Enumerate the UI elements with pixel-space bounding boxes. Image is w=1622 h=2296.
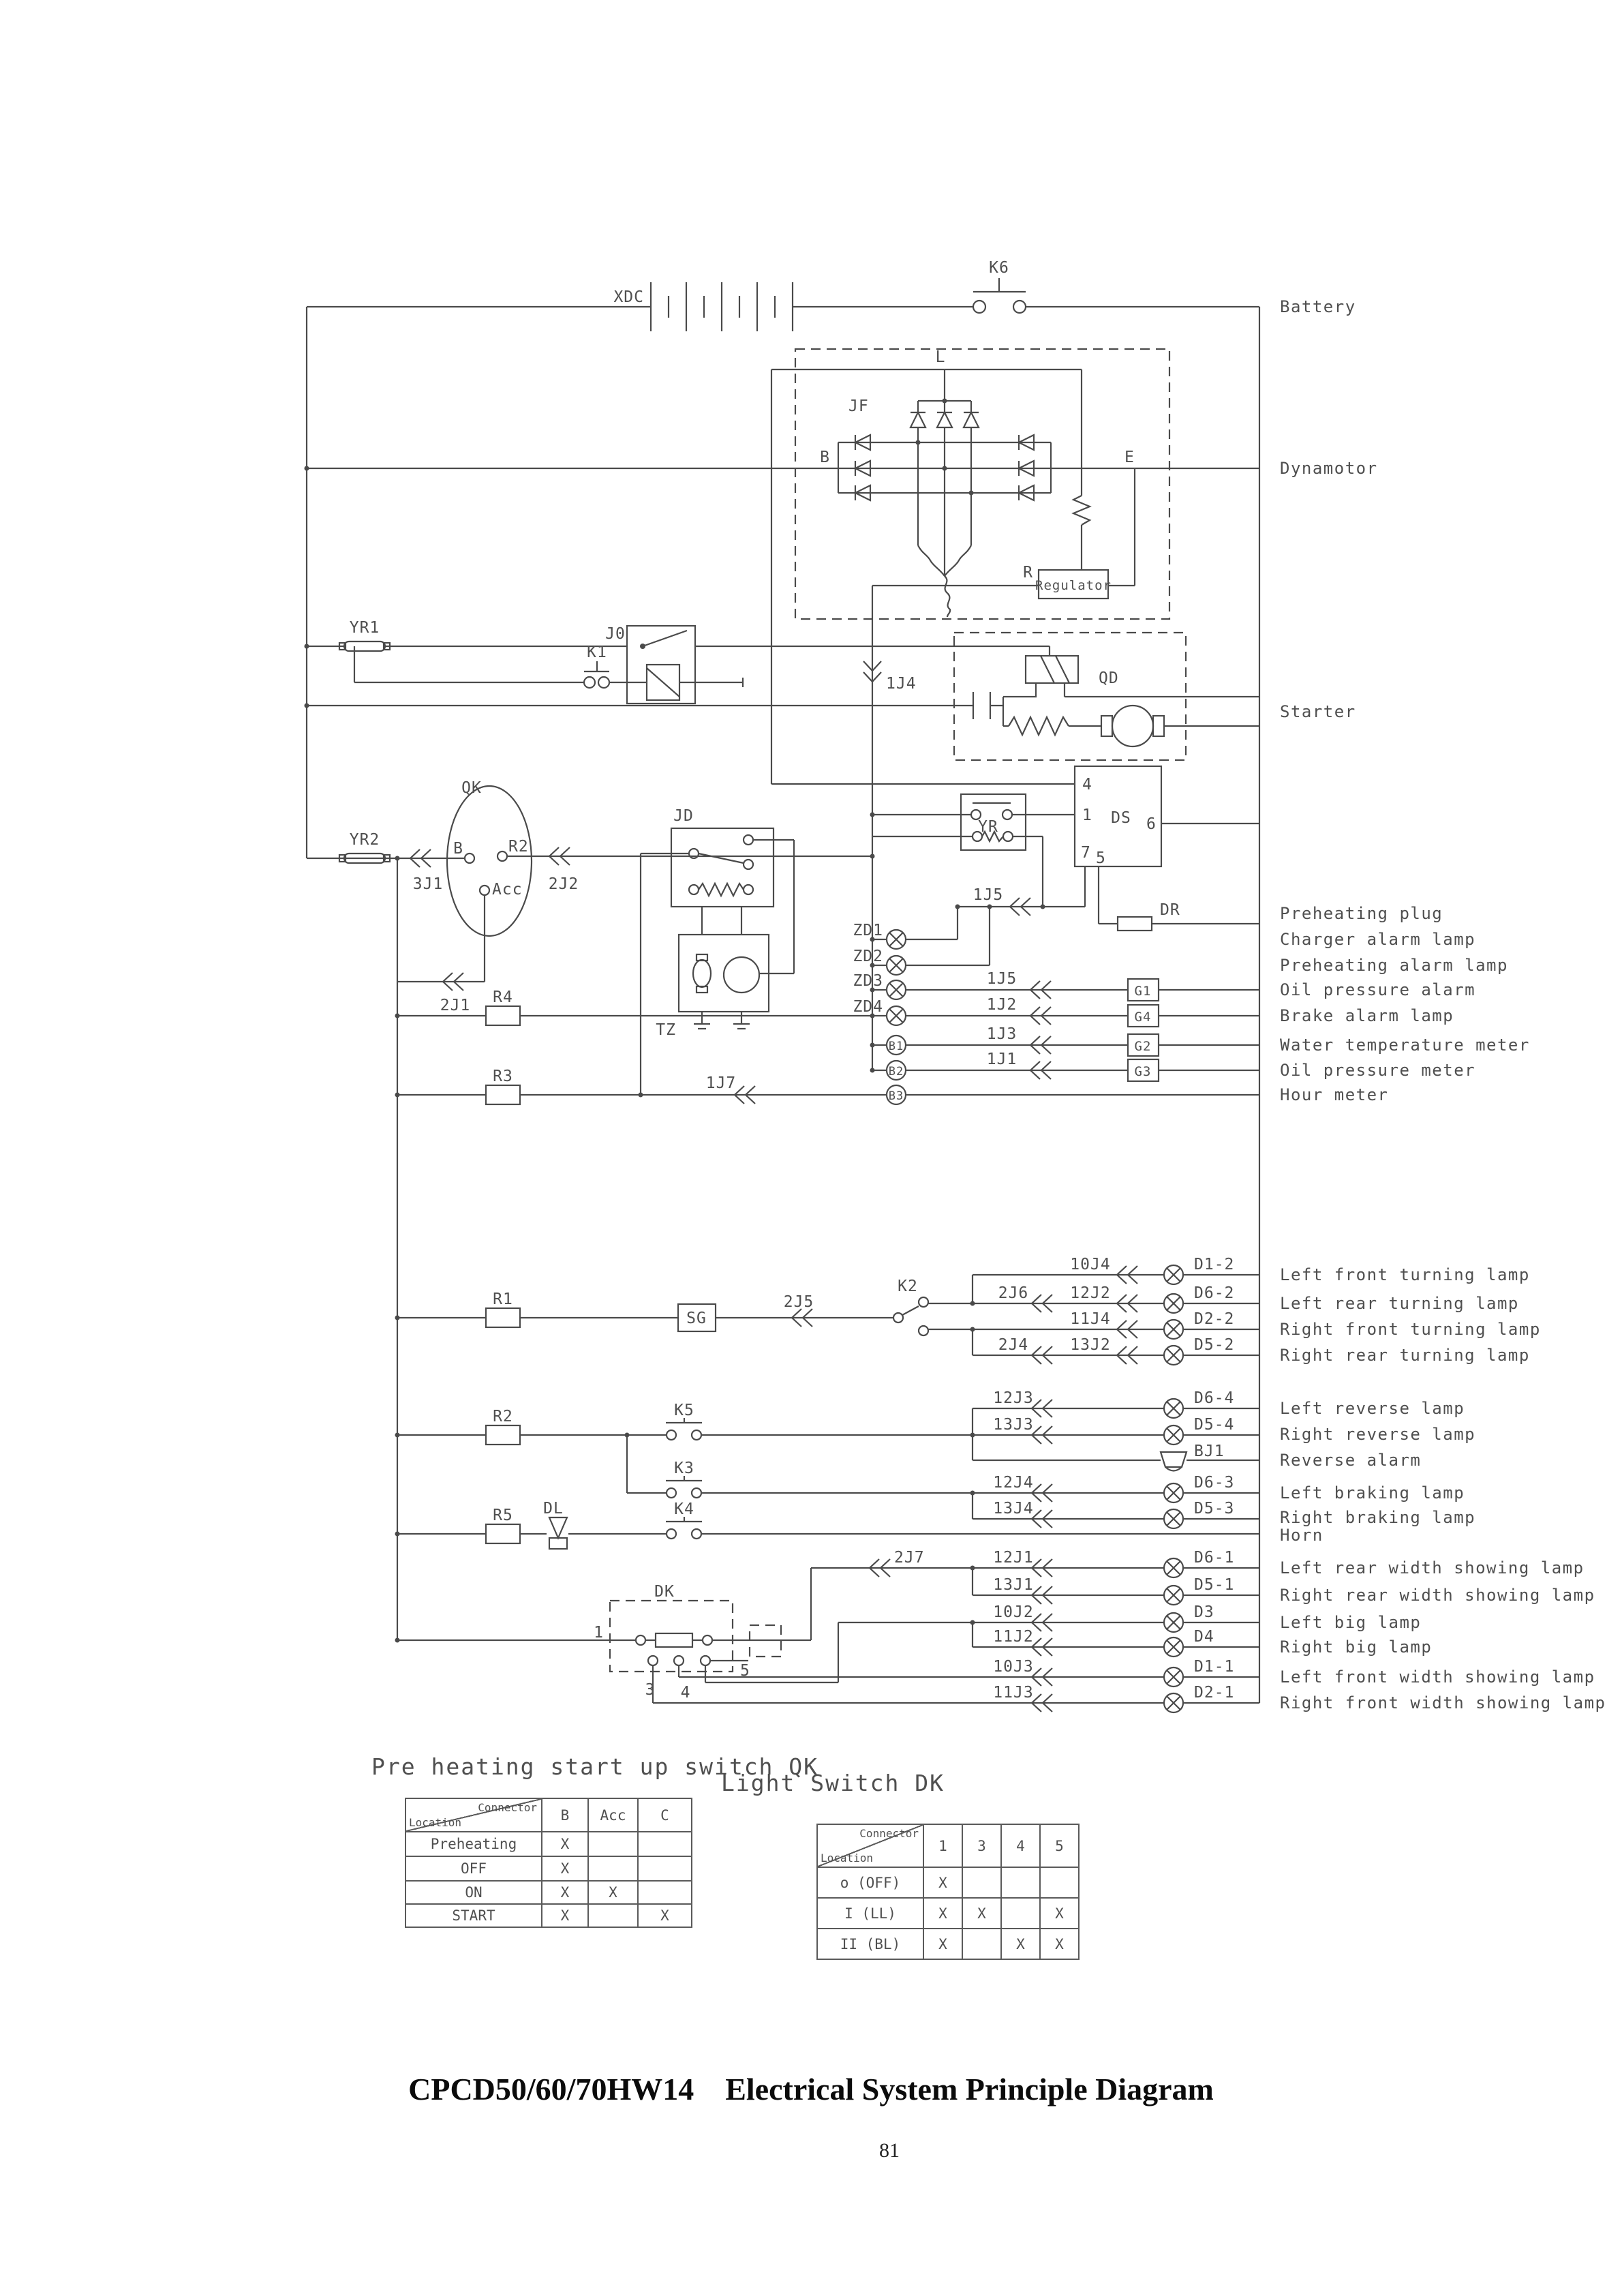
label-tz: TZ [656, 1021, 676, 1039]
label-12j2: 12J2 [1070, 1284, 1111, 1302]
label-d5-4: D5-4 [1194, 1416, 1235, 1434]
annotation-left-braking-lamp: Left braking lamp [1280, 1483, 1465, 1502]
corner-location: Location [821, 1852, 874, 1864]
table-row [817, 1898, 1079, 1929]
label-zd3: ZD3 [853, 972, 883, 990]
label-g1: G1 [1134, 984, 1152, 999]
label-1j3: 1J3 [986, 1025, 1017, 1043]
label-ds: DS [1111, 809, 1131, 827]
mark-cell: X [542, 1904, 588, 1927]
connector-2j7 [870, 1549, 925, 1577]
label-k3: K3 [674, 1460, 694, 1477]
label-r2-resistor: R2 [493, 1408, 513, 1425]
table-row [406, 1881, 692, 1904]
ds-pin-5: 5 [1096, 849, 1106, 867]
label-13j1: 13J1 [993, 1576, 1034, 1594]
k4-switch [666, 1500, 702, 1539]
annotation-right-front-width-showing-lamp: Right front width showing lamp [1280, 1693, 1606, 1712]
annotation-horn: Horn [1280, 1526, 1323, 1545]
label-dk: DK [654, 1583, 675, 1601]
corner-location: Location [409, 1816, 462, 1829]
annotation-right-rear-width-showing-lamp: Right rear width showing lamp [1280, 1586, 1595, 1605]
k1-switch [584, 644, 609, 688]
dk-pin-4: 4 [680, 1684, 691, 1702]
annotation-starter: Starter [1280, 702, 1356, 721]
mark-cell [638, 1856, 692, 1881]
annotation-left-rear-width-showing-lamp: Left rear width showing lamp [1280, 1558, 1585, 1577]
jf-diodes [911, 412, 979, 427]
annotation-right-reverse-lamp: Right reverse lamp [1280, 1425, 1476, 1444]
annotation-left-reverse-lamp: Left reverse lamp [1280, 1399, 1465, 1418]
annotation-right-rear-turning-lamp: Right rear turning lamp [1280, 1346, 1530, 1365]
label-2j5: 2J5 [783, 1293, 814, 1311]
label-d1-2: D1-2 [1194, 1256, 1235, 1273]
label-qk-r2: R2 [508, 838, 529, 856]
gauges [1128, 979, 1159, 1081]
table-row [406, 1856, 692, 1881]
label-3j1: 3J1 [412, 875, 444, 893]
k2-switch [893, 1278, 928, 1335]
connector-1j7 [706, 1074, 755, 1104]
label-l: L [935, 348, 946, 366]
table-row [817, 1929, 1079, 1959]
label-xdc: XDC [613, 288, 644, 306]
label-2j2: 2J2 [548, 875, 579, 893]
label-r-regulator: R [1023, 564, 1033, 581]
mark-cell [1001, 1898, 1040, 1929]
label-b1: B1 [888, 1040, 904, 1053]
mark-cell: X [638, 1904, 692, 1927]
label-qk-b: B [453, 840, 463, 858]
label-13j3: 13J3 [993, 1416, 1034, 1434]
mark-cell: X [962, 1898, 1001, 1929]
label-d2-1: D2-1 [1194, 1684, 1235, 1702]
label-regulator: Regulator [1035, 578, 1112, 593]
meter-row-connectors [987, 970, 1051, 1079]
label-2j7: 2J7 [894, 1549, 925, 1567]
label-d5-2: D5-2 [1194, 1336, 1235, 1354]
label-13j2: 13J2 [1070, 1336, 1111, 1354]
mark-cell: X [923, 1867, 962, 1898]
reverse-brake-rows [993, 1389, 1234, 1528]
resistors [486, 988, 520, 1543]
table-row [406, 1904, 692, 1927]
annotation-oil-pressure-alarm: Oil pressure alarm [1280, 980, 1476, 999]
label-1j1: 1J1 [986, 1051, 1017, 1068]
table-header-row [406, 1798, 692, 1832]
label-10j4: 10J4 [1070, 1256, 1111, 1273]
row-label: OFF [406, 1856, 542, 1881]
dl-horn [543, 1500, 567, 1549]
label-12j1: 12J1 [993, 1549, 1034, 1567]
bj1-reverse-alarm [1161, 1442, 1225, 1471]
dk-switch-table [816, 1824, 1080, 1960]
mark-cell: X [588, 1881, 638, 1904]
mark-cell [1001, 1867, 1040, 1898]
label-b-dynamotor: B [820, 449, 830, 466]
label-zd4: ZD4 [853, 998, 883, 1016]
tz-unit [656, 935, 769, 1039]
regulator-box [1023, 564, 1112, 599]
label-k4: K4 [674, 1500, 694, 1518]
table-header-row [817, 1824, 1079, 1867]
solenoid-contact [973, 692, 990, 719]
connector-2j5 [784, 1293, 814, 1327]
annotation-hour-meter: Hour meter [1280, 1085, 1389, 1104]
dk-pin-1: 1 [594, 1624, 604, 1642]
turning-lamp-rows [998, 1256, 1235, 1365]
label-d2-2: D2-2 [1194, 1310, 1235, 1328]
mark-cell [588, 1904, 638, 1927]
annotation-oil-pressure-meter: Oil pressure meter [1280, 1061, 1476, 1080]
label-dr: DR [1160, 901, 1180, 919]
label-d6-1: D6-1 [1194, 1549, 1235, 1567]
row-label: START [406, 1904, 542, 1927]
row-label: II (BL) [817, 1929, 923, 1959]
connector-2j1 [440, 973, 471, 1014]
connector-1j4 [863, 661, 917, 693]
table-row [817, 1867, 1079, 1898]
corner-connector: Connector [478, 1801, 537, 1814]
starter-resistor [1009, 717, 1069, 735]
label-r4: R4 [493, 988, 513, 1006]
label-d3: D3 [1194, 1603, 1214, 1621]
annotation-right-big-lamp: Right big lamp [1280, 1637, 1433, 1657]
k6-switch [973, 259, 1026, 313]
label-d6-4: D6-4 [1194, 1389, 1235, 1407]
annotation-reverse-alarm: Reverse alarm [1280, 1451, 1422, 1470]
corner-cell [406, 1798, 542, 1832]
sg-flasher [678, 1304, 716, 1331]
annotation-battery: Battery [1280, 297, 1356, 316]
row-label: Preheating [406, 1832, 542, 1856]
label-yr2: YR2 [349, 831, 380, 849]
mark-cell [962, 1929, 1001, 1959]
label-11j2: 11J2 [993, 1628, 1034, 1646]
width-lamp-rows [993, 1549, 1234, 1712]
corner-cell [817, 1824, 923, 1867]
label-zd2: ZD2 [853, 948, 883, 965]
label-d5-3: D5-3 [1194, 1500, 1235, 1517]
label-j0: J0 [605, 625, 626, 643]
dk-col-4: 4 [1001, 1824, 1040, 1867]
dk-pin-5: 5 [740, 1662, 750, 1680]
solenoid [1026, 656, 1078, 683]
label-r3: R3 [493, 1068, 513, 1085]
mark-cell: X [923, 1898, 962, 1929]
label-g2: G2 [1134, 1039, 1152, 1054]
label-2j1: 2J1 [440, 997, 471, 1014]
label-r5: R5 [493, 1507, 513, 1524]
ds-pin-7: 7 [1081, 844, 1091, 862]
row-label: o (OFF) [817, 1867, 923, 1898]
connector-2j2 [549, 847, 579, 893]
dk-col-5: 5 [1040, 1824, 1079, 1867]
label-jd: JD [673, 807, 694, 825]
mark-cell: X [542, 1881, 588, 1904]
label-d1-1: D1-1 [1194, 1658, 1235, 1676]
label-b3: B3 [888, 1089, 904, 1103]
mark-cell [1040, 1867, 1079, 1898]
label-r1: R1 [493, 1290, 513, 1308]
label-qd: QD [1099, 669, 1119, 687]
yr-relay [961, 794, 1026, 850]
label-k2: K2 [898, 1278, 918, 1295]
annotation-brake-alarm-lamp: Brake alarm lamp [1280, 1006, 1454, 1025]
label-e-dynamotor: E [1124, 449, 1135, 466]
k3-switch [666, 1460, 702, 1498]
indicator-lamps [853, 922, 906, 1104]
mark-cell: X [1001, 1929, 1040, 1959]
label-11j4: 11J4 [1070, 1310, 1111, 1328]
qk-col-b: B [542, 1798, 588, 1832]
annotation-dynamotor: Dynamotor [1280, 459, 1378, 478]
mark-cell [962, 1867, 1001, 1898]
label-12j4: 12J4 [993, 1474, 1034, 1492]
qk-col-c: C [638, 1798, 692, 1832]
label-qk: QK [461, 779, 482, 797]
k5-switch [666, 1402, 702, 1440]
label-yr: YR [978, 818, 998, 836]
annotation-left-rear-turning-lamp: Left rear turning lamp [1280, 1294, 1519, 1313]
label-1j5-preheat: 1J5 [973, 886, 1004, 904]
mark-cell [638, 1832, 692, 1856]
label-d4: D4 [1194, 1628, 1214, 1646]
label-b2: B2 [888, 1065, 904, 1078]
mark-cell: X [1040, 1929, 1079, 1959]
mark-cell: X [923, 1929, 962, 1959]
label-1j5-row: 1J5 [986, 970, 1017, 988]
connector-3j1 [410, 849, 443, 893]
ds-pin-4: 4 [1082, 776, 1092, 794]
label-k1: K1 [587, 644, 607, 661]
mark-cell [638, 1881, 692, 1904]
ds-pin-6: 6 [1146, 815, 1157, 833]
label-dl: DL [543, 1500, 564, 1517]
ds-controller [1075, 766, 1161, 867]
mark-cell: X [542, 1856, 588, 1881]
row-label: I (LL) [817, 1898, 923, 1929]
label-yr1: YR1 [349, 619, 380, 637]
label-1j4: 1J4 [886, 675, 917, 693]
mark-cell [588, 1856, 638, 1881]
qk-table-title: Pre heating start up switch QK [371, 1753, 819, 1780]
label-sg: SG [686, 1310, 707, 1327]
yr1-fuse [339, 619, 390, 651]
label-1j2: 1J2 [986, 996, 1017, 1014]
label-d5-1: D5-1 [1194, 1576, 1235, 1594]
label-bj1: BJ1 [1194, 1442, 1225, 1460]
dk-col-1: 1 [923, 1824, 962, 1867]
label-2j6: 2J6 [998, 1284, 1029, 1302]
label-1j7: 1J7 [705, 1074, 737, 1092]
ds-pin-1: 1 [1082, 806, 1092, 824]
annotation-left-front-width-showing-lamp: Left front width showing lamp [1280, 1667, 1595, 1687]
label-jf: JF [848, 397, 869, 415]
label-d6-3: D6-3 [1194, 1474, 1235, 1492]
page-number: 81 [879, 2139, 900, 2162]
label-2j4: 2J4 [998, 1336, 1029, 1354]
annotation-charger-alarm-lamp: Charger alarm lamp [1280, 930, 1476, 949]
table-row [406, 1832, 692, 1856]
label-d6-2: D6-2 [1194, 1284, 1235, 1302]
qk-col-acc: Acc [588, 1798, 638, 1832]
connector-1j5-preheat [973, 886, 1030, 916]
mark-cell: X [542, 1832, 588, 1856]
label-qk-acc: Acc [492, 881, 523, 898]
right-annotations [1280, 297, 1606, 1712]
qk-switch-table [405, 1798, 692, 1928]
corner-connector: Connector [859, 1827, 919, 1840]
row-label: ON [406, 1881, 542, 1904]
annotation-right-braking-lamp: Right braking lamp [1280, 1508, 1476, 1527]
label-10j3: 10J3 [993, 1658, 1034, 1676]
label-g3: G3 [1134, 1064, 1152, 1079]
label-g4: G4 [1134, 1010, 1152, 1025]
label-12j3: 12J3 [993, 1389, 1034, 1407]
dk-light-switch [594, 1583, 781, 1702]
label-11j3: 11J3 [993, 1684, 1034, 1702]
starter-motor [1101, 706, 1164, 746]
annotation-preheating-plug: Preheating plug [1280, 904, 1443, 923]
dk-table-title: Light Switch DK [721, 1770, 945, 1796]
field-resistor [1073, 496, 1090, 525]
label-13j4: 13J4 [993, 1500, 1034, 1517]
annotation-right-front-turning-lamp: Right front turning lamp [1280, 1320, 1541, 1339]
label-10j2: 10J2 [993, 1603, 1034, 1621]
annotation-left-big-lamp: Left big lamp [1280, 1613, 1422, 1632]
annotation-left-front-turning-lamp: Left front turning lamp [1280, 1265, 1530, 1284]
mark-cell [588, 1832, 638, 1856]
label-zd1: ZD1 [853, 922, 883, 939]
dk-col-3: 3 [962, 1824, 1001, 1867]
label-k5: K5 [674, 1402, 694, 1419]
page-title: CPCD50/60/70HW14 Electrical System Principle Diagram [408, 2072, 1214, 2106]
j0-relay [605, 625, 695, 704]
label-k6: K6 [989, 259, 1009, 277]
dynamotor-box [795, 348, 1169, 619]
mark-cell: X [1040, 1898, 1079, 1929]
dr-resistor [1118, 901, 1180, 931]
dk-pin-3: 3 [645, 1681, 656, 1699]
annotation-water-temperature-meter: Water temperature meter [1280, 1036, 1530, 1055]
annotation-preheating-alarm-lamp: Preheating alarm lamp [1280, 956, 1508, 975]
